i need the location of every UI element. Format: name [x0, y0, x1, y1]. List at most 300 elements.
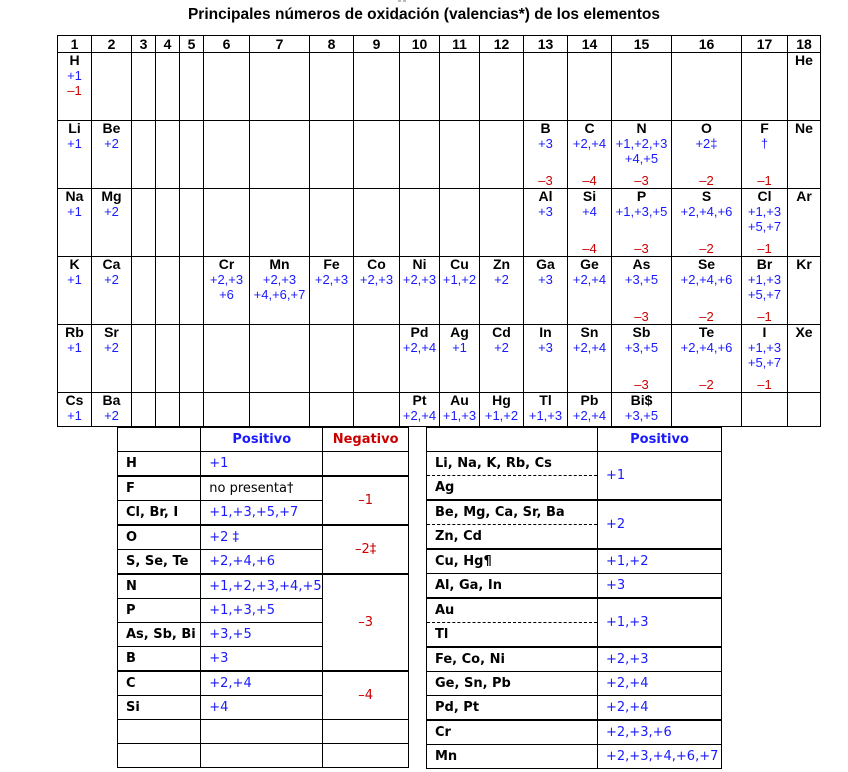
empty-cell	[180, 189, 204, 257]
group-number: 14	[568, 36, 612, 53]
element-cell	[92, 257, 132, 325]
negative-state: –2	[699, 309, 714, 324]
empty-cell	[250, 121, 310, 189]
element-cell	[788, 121, 821, 189]
header-negativo: Negativo	[323, 428, 409, 452]
element-cell: Cl, Br, I	[118, 501, 201, 526]
element-cell: Fe, Co, Ni	[427, 647, 598, 672]
element-cell	[92, 121, 132, 189]
empty-cell	[310, 189, 354, 257]
group-number: 4	[156, 36, 180, 53]
element-symbol: Ge	[580, 256, 599, 272]
positive-states: +2	[104, 272, 119, 287]
periodic-table	[57, 35, 821, 427]
positive-states: +2,+3	[402, 272, 437, 287]
element-cell	[788, 189, 821, 257]
element-cell	[742, 325, 788, 393]
empty-cell	[156, 189, 180, 257]
positive-states: +4	[582, 204, 597, 219]
element-cell	[524, 189, 568, 257]
element-cell	[524, 325, 568, 393]
empty-cell	[742, 393, 788, 427]
element-symbol: Ba	[102, 392, 121, 408]
empty-cell	[354, 393, 400, 427]
positive-states: +5,+7	[747, 287, 782, 302]
element-cell: N	[118, 574, 201, 599]
negative-state: –1	[757, 309, 772, 324]
positive-states: +3,+5	[624, 340, 659, 355]
empty-cell	[250, 393, 310, 427]
element-cell	[58, 393, 92, 427]
element-symbol: Ag	[450, 324, 469, 340]
empty-cell	[524, 53, 568, 121]
period-row	[58, 53, 821, 121]
positive-cell: +1,+3,+5,+7	[201, 501, 323, 526]
positive-only-table	[426, 427, 722, 769]
empty-cell	[310, 121, 354, 189]
positive-states: +2,+4	[402, 408, 437, 423]
empty-cell	[568, 53, 612, 121]
positive-cell: +1,+2	[598, 549, 722, 574]
group-number: 16	[672, 36, 742, 53]
positive-states: +1,+3	[442, 408, 477, 423]
element-symbol: Sr	[104, 324, 119, 340]
group-number: 8	[310, 36, 354, 53]
positive-states: +2,+3	[359, 272, 394, 287]
positive-states: +3	[538, 272, 553, 287]
negative-state: –3	[538, 173, 553, 188]
positive-states: +2	[104, 136, 119, 151]
positive-states: +1	[67, 272, 82, 287]
element-cell	[58, 121, 92, 189]
positive-cell: +2,+3,+4,+6,+7	[598, 745, 722, 769]
empty-cell	[400, 53, 440, 121]
empty-cell	[132, 393, 156, 427]
element-cell	[612, 393, 672, 427]
positive-states: +2	[104, 204, 119, 219]
element-cell	[788, 53, 821, 121]
positive-cell: +2,+3,+6	[598, 720, 722, 745]
negative-state: –1	[67, 83, 82, 98]
element-cell	[250, 257, 310, 325]
element-cell: Mn	[427, 745, 598, 769]
negative-state: –4	[582, 173, 597, 188]
element-symbol: P	[636, 188, 647, 204]
empty-cell	[354, 53, 400, 121]
empty-cell	[132, 189, 156, 257]
positive-states: +1	[67, 408, 82, 423]
positive-states: +3,+5	[624, 272, 659, 287]
negative-state: –4	[582, 241, 597, 256]
element-symbol: Ca	[102, 256, 121, 272]
element-cell	[58, 325, 92, 393]
element-symbol: Pd	[410, 324, 429, 340]
empty-cell	[180, 121, 204, 189]
element-symbol: Au	[450, 392, 469, 408]
element-cell	[354, 257, 400, 325]
positive-states: +1,+2,+3	[615, 136, 668, 151]
element-cell	[568, 393, 612, 427]
empty-cell	[250, 325, 310, 393]
element-cell: C	[118, 671, 201, 696]
empty-cell	[354, 121, 400, 189]
positive-states: +4,+6,+7	[253, 287, 306, 302]
negative-cell: –4	[323, 671, 409, 720]
positive-cell: +2	[598, 500, 722, 549]
positive-states: +3	[538, 136, 553, 151]
element-cell	[612, 121, 672, 189]
element-cell	[568, 121, 612, 189]
period-row	[58, 189, 821, 257]
positive-states: +5,+7	[747, 219, 782, 234]
element-symbol: Cu	[450, 256, 469, 272]
positive-states: +2	[104, 340, 119, 355]
element-symbol: I	[762, 324, 767, 340]
header-blank	[427, 428, 598, 452]
element-symbol: Ni	[412, 256, 427, 272]
element-cell: Si	[118, 696, 201, 720]
element-cell	[742, 189, 788, 257]
positive-states: +1	[67, 136, 82, 151]
empty-cell	[323, 720, 409, 744]
empty-cell	[440, 53, 480, 121]
element-cell	[440, 393, 480, 427]
header-positivo: Positivo	[201, 428, 323, 452]
element-cell	[92, 393, 132, 427]
element-symbol: C	[584, 120, 595, 136]
element-cell: B	[118, 647, 201, 672]
element-cell	[440, 257, 480, 325]
element-symbol: Cd	[492, 324, 511, 340]
group-number: 15	[612, 36, 672, 53]
element-symbol: N	[636, 120, 647, 136]
empty-cell	[204, 121, 250, 189]
positive-cell: +2,+4	[201, 671, 323, 696]
group-number: 9	[354, 36, 400, 53]
empty-cell	[156, 393, 180, 427]
element-cell	[612, 257, 672, 325]
positive-states: +1,+3	[747, 340, 782, 355]
positive-states: +1	[67, 68, 82, 83]
positive-cell: +1	[201, 452, 323, 477]
element-symbol: Ar	[796, 188, 812, 204]
element-cell	[524, 257, 568, 325]
period-row	[58, 121, 821, 189]
group-number: 1	[58, 36, 92, 53]
positive-states: +3,+5	[624, 408, 659, 423]
element-cell	[440, 325, 480, 393]
negative-state: –2	[699, 377, 714, 392]
element-symbol: Pt	[412, 392, 427, 408]
element-cell	[612, 325, 672, 393]
element-symbol: Pb	[580, 392, 599, 408]
empty-cell	[180, 257, 204, 325]
negative-state: –1	[757, 241, 772, 256]
empty-cell	[354, 325, 400, 393]
empty-cell	[204, 53, 250, 121]
positive-states: †	[760, 136, 769, 151]
header-blank	[118, 428, 201, 452]
element-symbol: S	[701, 188, 712, 204]
negative-state: –1	[757, 173, 772, 188]
element-symbol: Rb	[65, 324, 84, 340]
element-symbol: Cs	[65, 392, 84, 408]
positive-states: +1	[452, 340, 467, 355]
empty-cell	[132, 121, 156, 189]
positive-states: +1,+3	[747, 204, 782, 219]
empty-cell	[132, 257, 156, 325]
element-symbol: Cr	[218, 256, 235, 272]
page-title: Principales números de oxidación (valencias*) de los elementos	[187, 6, 661, 23]
empty-cell	[788, 393, 821, 427]
group-number: 3	[132, 36, 156, 53]
element-symbol: Sb	[632, 324, 651, 340]
empty-cell	[92, 53, 132, 121]
element-symbol: Cl	[757, 188, 772, 204]
positive-states: +1	[67, 204, 82, 219]
period-row	[58, 257, 821, 325]
element-cell: S, Se, Te	[118, 550, 201, 575]
element-cell	[480, 257, 524, 325]
element-cell: P	[118, 599, 201, 623]
group-number: 2	[92, 36, 132, 53]
element-cell: Ag	[427, 476, 598, 501]
empty-cell	[250, 189, 310, 257]
empty-cell	[156, 257, 180, 325]
group-header-row	[58, 36, 821, 53]
element-cell	[480, 393, 524, 427]
empty-cell	[354, 189, 400, 257]
element-symbol: Be	[102, 120, 121, 136]
positive-states: +2	[494, 340, 509, 355]
element-cell	[672, 121, 742, 189]
element-cell: Cr	[427, 720, 598, 745]
positive-cell: +1,+2,+3,+4,+5	[201, 574, 323, 599]
negative-state: –3	[634, 241, 649, 256]
negative-state: –3	[634, 309, 649, 324]
element-cell	[58, 257, 92, 325]
positive-cell: +2 ‡	[201, 525, 323, 550]
empty-cell	[201, 744, 323, 768]
element-cell: Li, Na, K, Rb, Cs	[427, 452, 598, 476]
positive-cell: +2,+4,+6	[201, 550, 323, 575]
positive-cell: +2,+3	[598, 647, 722, 672]
element-cell	[310, 257, 354, 325]
empty-cell	[310, 325, 354, 393]
element-symbol: As	[632, 256, 651, 272]
element-symbol: Tl	[539, 392, 552, 408]
positive-states: +2,+4,+6	[680, 340, 733, 355]
element-symbol: Hg	[492, 392, 511, 408]
element-cell	[480, 325, 524, 393]
negative-positive-table	[117, 427, 409, 768]
element-cell	[400, 257, 440, 325]
element-symbol: He	[795, 52, 813, 68]
element-symbol: Kr	[796, 256, 812, 272]
empty-cell	[118, 744, 201, 768]
empty-cell	[480, 53, 524, 121]
element-cell	[568, 189, 612, 257]
empty-cell	[742, 53, 788, 121]
element-cell	[788, 325, 821, 393]
group-number: 5	[180, 36, 204, 53]
element-cell	[672, 325, 742, 393]
element-cell: Be, Mg, Ca, Sr, Ba	[427, 500, 598, 525]
empty-cell	[132, 53, 156, 121]
empty-cell	[480, 189, 524, 257]
negative-state: –2	[699, 173, 714, 188]
positive-states: +3	[538, 204, 553, 219]
empty-cell	[250, 53, 310, 121]
positive-states: +2,+4,+6	[680, 204, 733, 219]
element-cell: H	[118, 452, 201, 477]
element-cell: Au	[427, 598, 598, 623]
element-symbol: Si	[582, 188, 597, 204]
positive-states: +1,+2	[484, 408, 519, 423]
element-cell	[568, 257, 612, 325]
group-number: 17	[742, 36, 788, 53]
positive-states: +2,+4	[572, 408, 607, 423]
empty-cell	[310, 53, 354, 121]
element-cell	[204, 257, 250, 325]
empty-cell	[672, 393, 742, 427]
element-symbol: O	[701, 120, 712, 136]
empty-cell	[204, 393, 250, 427]
group-number: 13	[524, 36, 568, 53]
positive-states: +3	[538, 340, 553, 355]
empty-cell	[323, 744, 409, 768]
element-symbol: F	[760, 120, 769, 136]
positive-states: +6	[219, 287, 234, 302]
element-cell: F	[118, 476, 201, 501]
positive-cell: +2,+4	[598, 696, 722, 721]
empty-cell	[400, 121, 440, 189]
empty-cell	[612, 53, 672, 121]
element-cell	[568, 325, 612, 393]
positive-cell: no presenta†	[201, 476, 323, 501]
positive-states: +2,+4,+6	[680, 272, 733, 287]
group-number: 18	[788, 36, 821, 53]
positive-states: +2	[104, 408, 119, 423]
positive-states: +2,+4	[402, 340, 437, 355]
element-symbol: Co	[367, 256, 386, 272]
element-cell: Zn, Cd	[427, 525, 598, 550]
element-cell	[672, 189, 742, 257]
element-symbol: Xe	[795, 324, 813, 340]
positive-cell: +1,+3,+5	[201, 599, 323, 623]
element-cell	[92, 189, 132, 257]
negative-blank	[323, 452, 409, 477]
positive-states: +4,+5	[624, 151, 659, 166]
window-grip	[398, 0, 412, 4]
element-symbol: Mn	[269, 256, 290, 272]
element-symbol: Te	[698, 324, 715, 340]
element-cell: Pd, Pt	[427, 696, 598, 721]
group-number: 6	[204, 36, 250, 53]
element-symbol: Li	[68, 120, 81, 136]
empty-cell	[118, 720, 201, 744]
empty-cell	[204, 325, 250, 393]
positive-states: +1,+2	[442, 272, 477, 287]
element-cell	[400, 393, 440, 427]
empty-cell	[180, 325, 204, 393]
positive-cell: +3	[598, 574, 722, 599]
header-positivo: Positivo	[598, 428, 722, 452]
element-cell: As, Sb, Bi	[118, 623, 201, 647]
element-cell: Al, Ga, In	[427, 574, 598, 599]
empty-cell	[132, 325, 156, 393]
positive-cell: +2,+4	[598, 672, 722, 696]
element-symbol: Br	[756, 256, 773, 272]
element-cell	[524, 121, 568, 189]
positive-states: +2,+4	[572, 136, 607, 151]
positive-states: +2,+4	[572, 340, 607, 355]
element-symbol: Fe	[323, 256, 340, 272]
empty-cell	[156, 121, 180, 189]
positive-cell: +1	[598, 452, 722, 501]
negative-state: –2	[699, 241, 714, 256]
positive-cell: +3	[201, 647, 323, 672]
element-symbol: Sn	[580, 324, 599, 340]
element-cell	[742, 121, 788, 189]
positive-states: +5,+7	[747, 355, 782, 370]
element-symbol: K	[69, 256, 80, 272]
empty-cell	[204, 189, 250, 257]
element-cell: Cu, Hg¶	[427, 549, 598, 574]
empty-cell	[310, 393, 354, 427]
element-cell	[672, 257, 742, 325]
negative-state: –1	[757, 377, 772, 392]
negative-cell: –3	[323, 574, 409, 671]
empty-cell	[156, 325, 180, 393]
element-cell	[742, 257, 788, 325]
element-symbol: H	[69, 52, 80, 68]
positive-states: +1,+3	[747, 272, 782, 287]
empty-cell	[180, 393, 204, 427]
negative-cell: –1	[323, 476, 409, 525]
negative-state: –3	[634, 377, 649, 392]
positive-cell: +4	[201, 696, 323, 720]
group-number: 11	[440, 36, 480, 53]
empty-cell	[672, 53, 742, 121]
positive-states: +1,+3,+5	[615, 204, 668, 219]
element-symbol: Al	[538, 188, 553, 204]
element-symbol: Zn	[492, 256, 511, 272]
positive-cell: +3,+5	[201, 623, 323, 647]
empty-cell	[180, 53, 204, 121]
empty-cell	[440, 189, 480, 257]
empty-cell	[400, 189, 440, 257]
element-symbol: Bi$	[630, 392, 653, 408]
element-cell	[58, 189, 92, 257]
element-symbol: Ga	[536, 256, 555, 272]
positive-states: +2	[494, 272, 509, 287]
period-row	[58, 393, 821, 427]
positive-states: +1	[67, 340, 82, 355]
empty-cell	[440, 121, 480, 189]
positive-states: +1,+3	[528, 408, 563, 423]
element-cell: O	[118, 525, 201, 550]
element-cell	[788, 257, 821, 325]
period-row	[58, 325, 821, 393]
element-symbol: In	[539, 324, 552, 340]
element-cell	[58, 53, 92, 121]
element-cell	[524, 393, 568, 427]
element-symbol: Ne	[795, 120, 813, 136]
element-cell	[400, 325, 440, 393]
element-symbol: Na	[65, 188, 84, 204]
element-cell: Ge, Sn, Pb	[427, 672, 598, 696]
